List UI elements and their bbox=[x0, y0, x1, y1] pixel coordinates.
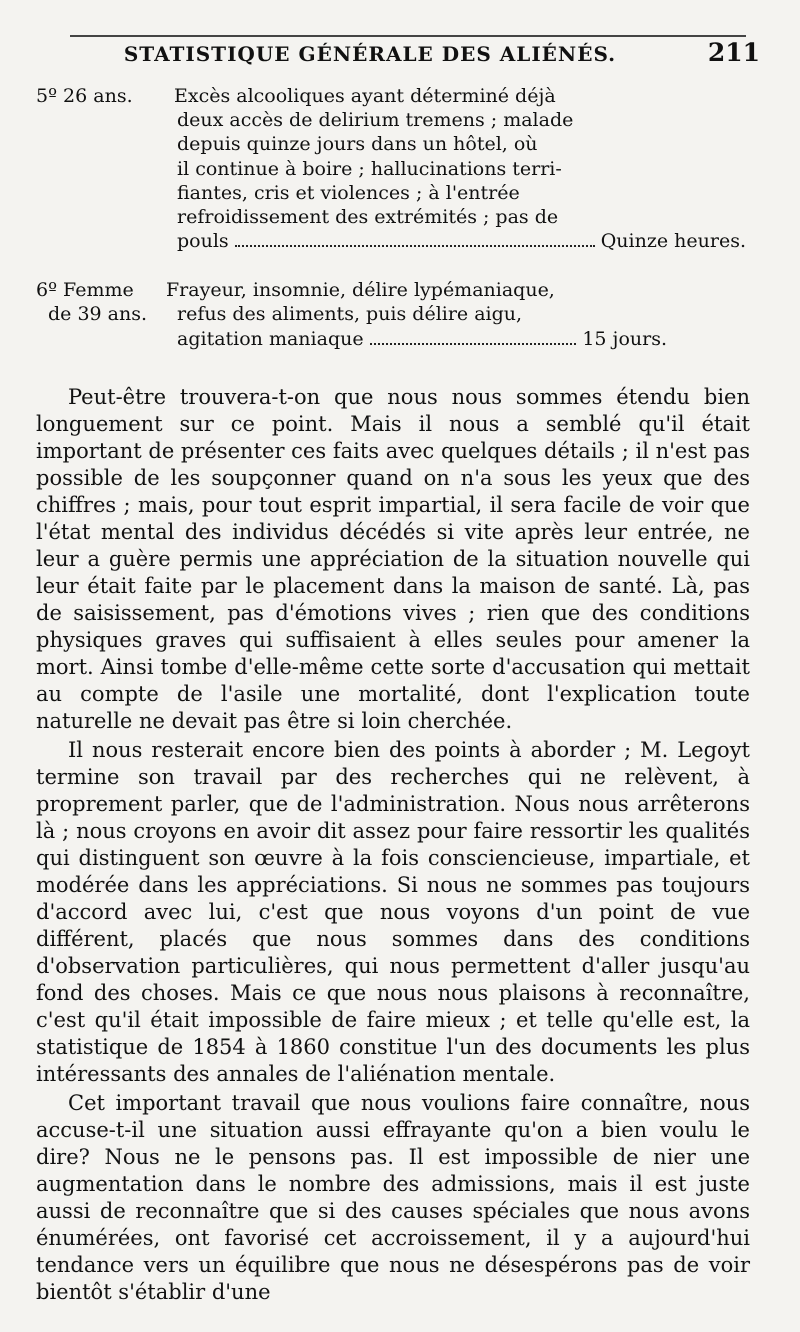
case-line: Frayeur, insomnie, délire lypémaniaque, bbox=[166, 279, 555, 302]
dot-leader bbox=[370, 343, 577, 345]
paragraph: Cet important travail que nous voulions faire connaître, nous accuse-t-il une situation aussi effrayante qu'on a bien voulu le dire? Nous ne le pensons pas. Il est impossible de nier une augmentation dans le nombre des admissions, mais il est juste aussi de reconnaître que si des causes spéciales que nous avons énumérées, ont favorisé cet accroissement, il y a aujourd'hui tendance vers un équilibre que nous ne désespérons pas de voir bientôt s'établir d'une bbox=[36, 1091, 750, 1304]
case-entry bbox=[36, 84, 746, 254]
header-rule bbox=[70, 35, 746, 37]
case-label-line: de 39 ans. bbox=[48, 303, 148, 326]
case-line: refroidissement des extrémités ; pas de bbox=[177, 205, 559, 228]
case-description bbox=[174, 84, 746, 253]
case-entry bbox=[36, 278, 746, 378]
case-duration: Quinze heures. bbox=[600, 230, 746, 253]
case-final-line bbox=[177, 327, 667, 351]
page-header bbox=[70, 38, 760, 70]
case-final-text: pouls bbox=[177, 230, 229, 253]
case-line: deux accès de delirium tremens ; malade bbox=[177, 109, 574, 132]
case-line: il continue à boire ; hallucinations terri- bbox=[177, 157, 562, 180]
body-text bbox=[36, 384, 750, 1308]
case-list bbox=[36, 84, 746, 378]
running-title: STATISTIQUE GÉNÉRALE DES ALIÉNÉS. bbox=[123, 42, 617, 66]
case-final-line bbox=[177, 229, 746, 253]
case-duration: 15 jours. bbox=[582, 327, 667, 350]
page-number: 211 bbox=[707, 38, 760, 67]
case-line: depuis quinze jours dans un hôtel, où bbox=[177, 133, 538, 156]
case-line: refus des aliments, puis délire aigu, bbox=[177, 303, 523, 326]
paragraph: Il nous resterait encore bien des points à aborder ; M. Legoyt termine son travail par des recherches qui ne relèvent, à proprement parler, que de l'administration. Nous nous arrêterons là ; nous croyons en avoir dit assez pour faire ressortir les qualités qui distinguent son œuvre à la fois consciencieuse, impartiale, et modérée dans les appréciations. Si nous ne sommes pas toujours d'accord avec lui, c'est que nous voyons d'un point de vue différent, placés que nous sommes dans des conditions d'observation particulières, qui nous permettent d'aller jusqu'au fond des choses. Mais ce que nous nous plaisons à reconnaître, c'est qu'il était impossible de faire mieux ; et telle qu'elle est, la statistique de 1854 à 1860 constitue l'un des documents les plus intéressants des annales de l'aliénation mentale. bbox=[36, 738, 750, 1086]
case-final-text: agitation maniaque bbox=[177, 327, 364, 350]
case-line: Excès alcooliques ayant déterminé déjà bbox=[174, 85, 556, 107]
paragraph: Peut-être trouvera-t-on que nous nous sommes étendu bien longuement sur ce point. Mais il nous a semblé qu'il était important de présenter ces faits avec quelques détails ; il n'est pas possible de les soupçonner quand on n'a sous les yeux que des chiffres ; mais, pour tout esprit impartial, il sera facile de voir que l'état mental des individus décédés si vite après leur entrée, ne leur a guère permis une appréciation de la situation nouvelle qui leur était faite par le placement dans la maison de santé. Là, pas de saisissement, pas d'émotions vives ; rien que des conditions physiques graves qui suffisaient à elles seules pour amener la mort. Ainsi tombe d'elle-même cette sorte d'accusation qui mettait au compte de l'asile une mortalité, dont l'explication toute naturelle ne devait pas être si loin cherchée. bbox=[36, 385, 750, 733]
dot-leader bbox=[235, 245, 595, 247]
case-line: fiantes, cris et violences ; à l'entrée bbox=[177, 181, 520, 204]
case-label bbox=[36, 278, 166, 326]
case-label-line: 6º Femme bbox=[36, 279, 134, 302]
case-label: 5º 26 ans. bbox=[36, 85, 133, 107]
case-description bbox=[166, 278, 746, 351]
